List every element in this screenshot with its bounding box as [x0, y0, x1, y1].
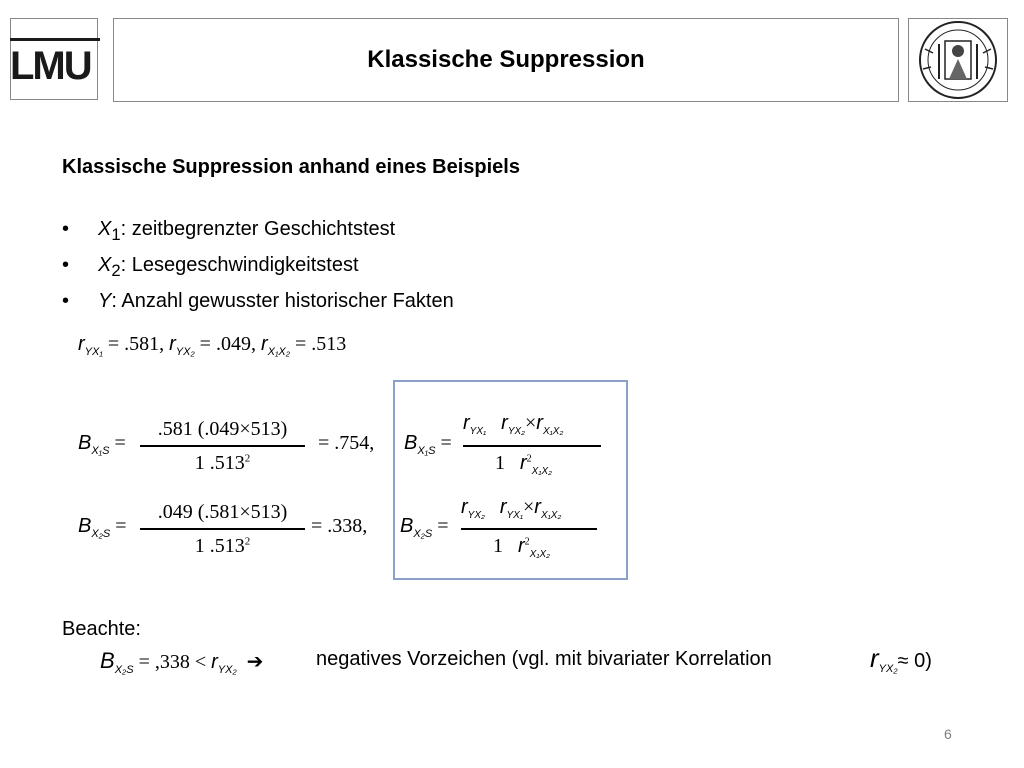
section-heading: Klassische Suppression anhand eines Beispiels [62, 156, 520, 178]
beta1-symbolic-lhs: $B_{X_1S}$ = [404, 432, 452, 457]
logo-bar [10, 38, 100, 41]
bullet-list [62, 214, 454, 317]
beta1-numerator: .581 (.049×513) [157, 418, 288, 440]
beta2-lhs: $B_{X_2S}$ = [78, 515, 127, 540]
beta1-symbolic-numerator: $r_{YX_1}$ $r_{YX_2}\times r_{X_1X_2}$ [463, 412, 564, 437]
beta2-numerator: .049 (.581×513) [157, 501, 288, 523]
arrow-right-icon: ➔ [241, 651, 264, 673]
beta1-symbolic-denominator: 1 $r^2_{X_1X_2}$ [495, 452, 552, 477]
page-number: 6 [944, 726, 952, 742]
correlation-formula: $r_{YX_1} = .581$, $r_{YX_2} = .049$, $r_{X_1X_2} = .513$ [78, 333, 347, 358]
note-label: Beachte: [62, 618, 141, 640]
lmu-logo: LMU [10, 44, 91, 88]
fraction-line [463, 445, 601, 447]
seal-icon [909, 19, 1007, 101]
note-text: negatives Vorzeichen (vgl. mit bivariater Korrelation [316, 648, 772, 670]
beta1-denominator: 1 .513$^2$ [194, 452, 251, 474]
university-seal [908, 18, 1008, 102]
beta2-symbolic-denominator: 1 $r^2_{X_1X_2}$ [493, 535, 550, 560]
note-correlation: $r_{YX_2}\approx 0$) [870, 643, 932, 675]
fraction-line [461, 528, 597, 530]
fraction-line [140, 445, 305, 447]
beta2-result: = .338, [311, 515, 368, 537]
page-title: Klassische Suppression [367, 46, 645, 73]
beta2-symbolic-numerator: $r_{YX_2}$ $r_{YX_1}\times r_{X_1X_2}$ [461, 496, 562, 521]
list-item: • Y: Anzahl gewusster historischer Fakten [62, 290, 454, 312]
beta2-denominator: 1 .513$^2$ [194, 535, 251, 557]
list-item: • $X_1$: zeitbegrenzter Geschichtstest [62, 218, 396, 244]
fraction-line [140, 528, 305, 530]
beta2-symbolic-lhs: $B_{X_2S}$ = [400, 515, 449, 540]
note-formula: $B_{X_2S} = ,338 < r_{YX_2}$ ➔ [100, 648, 264, 676]
beta1-lhs: $B_{X_1S}$ = [78, 432, 126, 457]
list-item: • $X_2$: Lesegeschwindigkeitstest [62, 254, 359, 280]
beta1-result: = .754, [318, 432, 375, 454]
